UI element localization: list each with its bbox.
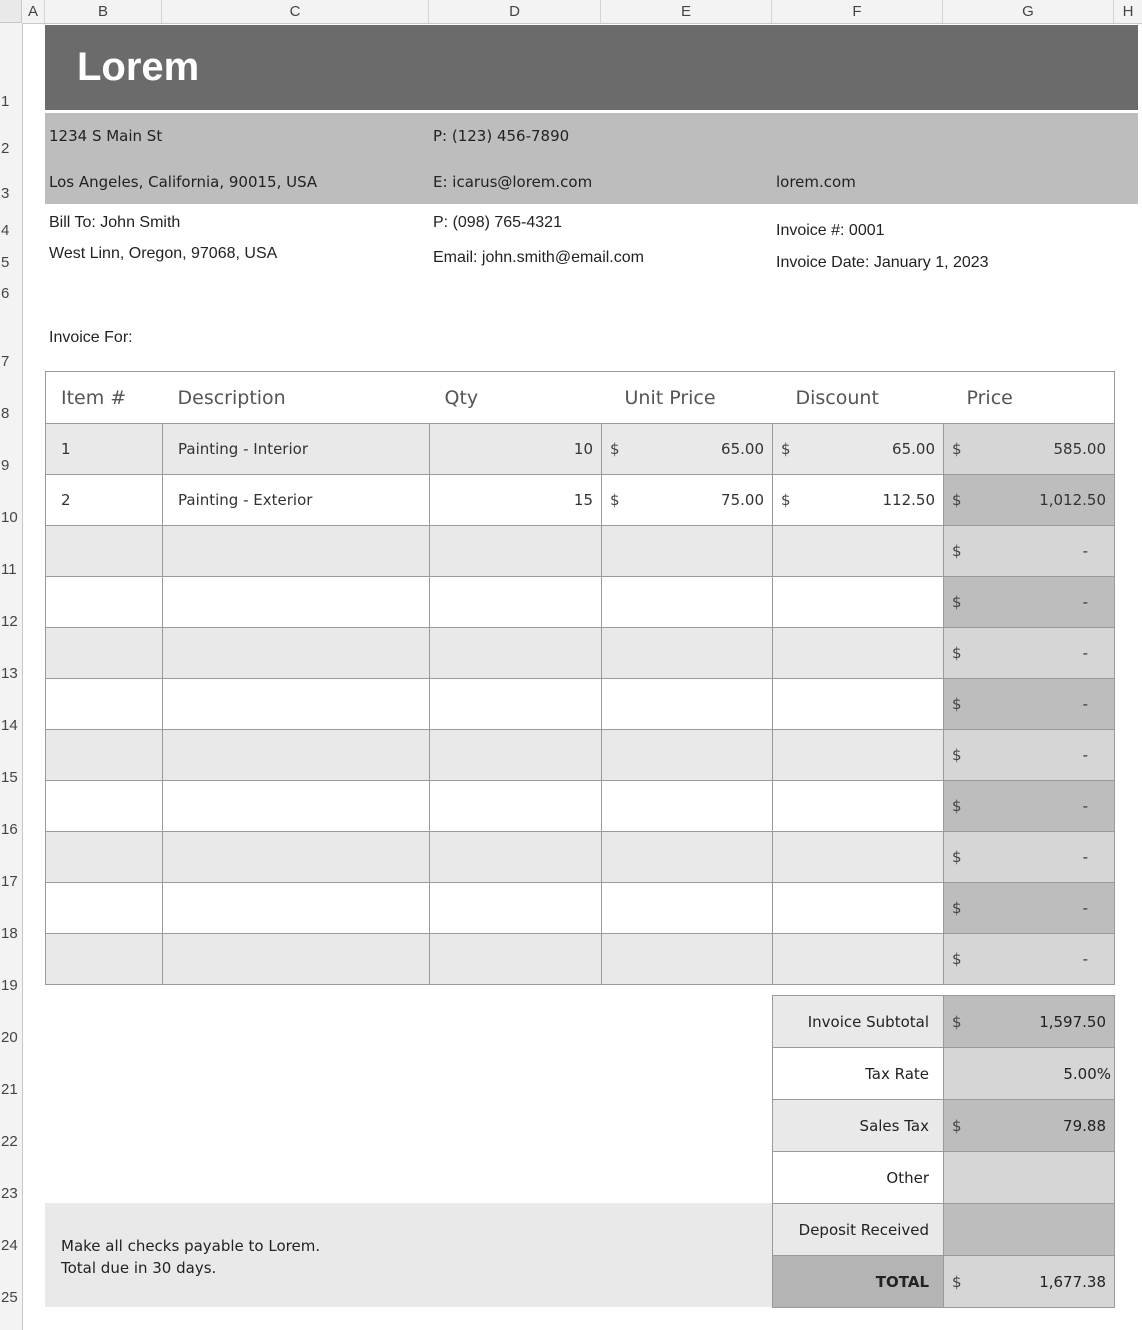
price-cell[interactable] <box>944 526 1115 577</box>
row-header[interactable]: 18 <box>1 925 18 942</box>
item-number-cell[interactable] <box>46 628 163 679</box>
row-header[interactable]: 23 <box>1 1185 18 1202</box>
company-website[interactable]: lorem.com <box>776 173 856 191</box>
company-banner <box>45 25 1138 110</box>
company-email[interactable]: E: icarus@lorem.com <box>433 173 593 191</box>
unit-price-cell[interactable] <box>602 832 773 883</box>
unit-price-cell[interactable] <box>602 628 773 679</box>
qty-cell[interactable] <box>430 577 602 628</box>
row-header[interactable]: 19 <box>1 977 18 994</box>
sales-tax-label[interactable]: Sales Tax <box>773 1100 944 1152</box>
unit-price-cell[interactable] <box>602 934 773 985</box>
column-header-bar <box>0 0 1142 24</box>
subtotal-value: 1,597.50 <box>1039 1012 1106 1031</box>
column-header-a[interactable]: A <box>22 0 45 23</box>
row-header[interactable]: 6 <box>1 285 10 302</box>
currency-symbol: $ <box>952 491 962 509</box>
table-row <box>46 424 1115 475</box>
total-cell[interactable] <box>944 1256 1115 1308</box>
row-header[interactable]: 11 <box>1 561 17 578</box>
subtotal-label[interactable]: Invoice Subtotal <box>773 996 944 1048</box>
currency-symbol: $ <box>952 593 962 611</box>
row-header[interactable]: 5 <box>1 254 10 271</box>
price-cell[interactable] <box>944 475 1115 526</box>
table-row <box>46 475 1115 526</box>
unit-price-cell[interactable] <box>602 577 773 628</box>
item-number-cell[interactable] <box>46 730 163 781</box>
sales-tax-row <box>773 1100 1115 1152</box>
other-label[interactable]: Other <box>773 1152 944 1204</box>
description-cell[interactable] <box>163 781 430 832</box>
price-empty-dash: - <box>1082 593 1088 611</box>
table-row <box>46 679 1115 730</box>
unit-price-value: 65.00 <box>721 440 764 458</box>
total-label[interactable]: TOTAL <box>773 1256 944 1308</box>
currency-symbol: $ <box>952 695 962 713</box>
tax-rate-label[interactable]: Tax Rate <box>773 1048 944 1100</box>
discount-cell[interactable] <box>773 679 944 730</box>
table-header-row <box>46 372 1115 424</box>
company-name[interactable]: Lorem <box>77 45 200 89</box>
invoice-for-label[interactable]: Invoice For: <box>49 329 133 346</box>
discount-cell[interactable] <box>773 475 944 526</box>
row-header[interactable]: 4 <box>1 222 10 239</box>
currency-symbol: $ <box>952 950 962 968</box>
qty-cell[interactable] <box>430 934 602 985</box>
description-cell[interactable] <box>163 832 430 883</box>
bill-to-email[interactable]: Email: john.smith@email.com <box>433 249 644 266</box>
table-row <box>46 781 1115 832</box>
row-header[interactable]: 10 <box>1 509 18 526</box>
description-cell[interactable] <box>163 577 430 628</box>
description-cell[interactable] <box>163 883 430 934</box>
totals-table <box>772 995 1115 1308</box>
qty-cell[interactable] <box>430 730 602 781</box>
item-number-cell[interactable] <box>46 526 163 577</box>
unit-price-cell[interactable] <box>602 883 773 934</box>
discount-cell[interactable] <box>773 781 944 832</box>
row-header[interactable]: 25 <box>1 1289 18 1306</box>
column-header-e[interactable]: E <box>601 0 772 23</box>
currency-symbol: $ <box>952 440 962 458</box>
row-header[interactable]: 20 <box>1 1029 18 1046</box>
discount-cell[interactable] <box>773 832 944 883</box>
header-price[interactable]: Price <box>944 372 1115 424</box>
bill-to-phone[interactable]: P: (098) 765-4321 <box>433 214 562 231</box>
price-empty-dash: - <box>1082 542 1088 560</box>
item-number-cell[interactable]: 2 <box>46 475 163 526</box>
discount-cell[interactable] <box>773 730 944 781</box>
discount-cell[interactable] <box>773 628 944 679</box>
column-header-f[interactable]: F <box>772 0 943 23</box>
price-empty-dash: - <box>1082 797 1088 815</box>
item-number-cell[interactable]: 1 <box>46 424 163 475</box>
company-address-line1[interactable]: 1234 S Main St <box>49 127 163 145</box>
deposit-received-value[interactable] <box>944 1204 1115 1256</box>
description-cell[interactable]: Painting - Interior <box>163 424 430 475</box>
discount-cell[interactable] <box>773 424 944 475</box>
row-header[interactable]: 14 <box>1 717 18 734</box>
price-cell[interactable] <box>944 577 1115 628</box>
price-cell[interactable] <box>944 424 1115 475</box>
payment-note-line1: Make all checks payable to Lorem. <box>61 1237 321 1255</box>
discount-cell[interactable] <box>773 883 944 934</box>
row-header[interactable]: 15 <box>1 769 18 786</box>
table-row <box>46 934 1115 985</box>
item-number-cell[interactable] <box>46 934 163 985</box>
description-cell[interactable]: Painting - Exterior <box>163 475 430 526</box>
discount-value: 65.00 <box>892 440 935 458</box>
subtotal-row <box>773 996 1115 1048</box>
company-phone[interactable]: P: (123) 456-7890 <box>433 127 570 145</box>
row-header[interactable]: 22 <box>1 1133 18 1150</box>
qty-cell[interactable] <box>430 679 602 730</box>
currency-symbol: $ <box>952 644 962 662</box>
total-value: 1,677.38 <box>1039 1272 1106 1291</box>
discount-cell[interactable] <box>773 934 944 985</box>
price-value: 1,012.50 <box>1039 491 1106 509</box>
row-header[interactable]: 24 <box>1 1237 18 1254</box>
currency-symbol: $ <box>952 1116 962 1135</box>
item-number-cell[interactable] <box>46 781 163 832</box>
discount-value: 112.50 <box>882 491 935 509</box>
currency-symbol: $ <box>781 440 791 458</box>
unit-price-cell[interactable] <box>602 526 773 577</box>
invoice-number[interactable]: Invoice #: 0001 <box>776 222 885 239</box>
unit-price-cell[interactable] <box>602 781 773 832</box>
price-empty-dash: - <box>1082 848 1088 866</box>
table-row <box>46 628 1115 679</box>
price-cell[interactable] <box>944 781 1115 832</box>
header-qty[interactable]: Qty <box>430 372 602 424</box>
other-row <box>773 1152 1115 1204</box>
currency-symbol: $ <box>781 491 791 509</box>
header-discount[interactable]: Discount <box>773 372 944 424</box>
column-header-h[interactable]: H <box>1122 3 1134 20</box>
row-header[interactable]: 7 <box>1 353 10 370</box>
row-header[interactable]: 13 <box>1 665 18 682</box>
header-description[interactable]: Description <box>163 372 430 424</box>
price-cell[interactable] <box>944 679 1115 730</box>
currency-symbol: $ <box>952 848 962 866</box>
qty-cell[interactable] <box>430 781 602 832</box>
description-cell[interactable] <box>163 730 430 781</box>
table-row <box>46 730 1115 781</box>
currency-symbol: $ <box>610 440 620 458</box>
qty-cell[interactable] <box>430 832 602 883</box>
tax-rate-row <box>773 1048 1115 1100</box>
unit-price-cell[interactable] <box>602 730 773 781</box>
bill-to-name[interactable]: Bill To: John Smith <box>49 214 181 231</box>
item-number-cell[interactable] <box>46 577 163 628</box>
price-empty-dash: - <box>1082 644 1088 662</box>
tax-rate-value[interactable]: 5.00% <box>944 1048 1115 1100</box>
currency-symbol: $ <box>952 542 962 560</box>
discount-cell[interactable] <box>773 577 944 628</box>
sales-tax-cell[interactable] <box>944 1100 1115 1152</box>
deposit-row <box>773 1204 1115 1256</box>
table-row <box>46 883 1115 934</box>
item-number-cell[interactable] <box>46 883 163 934</box>
unit-price-cell[interactable] <box>602 424 773 475</box>
price-cell[interactable] <box>944 730 1115 781</box>
price-cell[interactable] <box>944 934 1115 985</box>
price-value: 585.00 <box>1053 440 1106 458</box>
table-row <box>46 526 1115 577</box>
description-cell[interactable] <box>163 934 430 985</box>
price-cell[interactable] <box>944 628 1115 679</box>
price-cell[interactable] <box>944 883 1115 934</box>
column-header-c[interactable]: C <box>162 0 429 23</box>
payment-notes[interactable] <box>45 1203 772 1307</box>
discount-cell[interactable] <box>773 526 944 577</box>
currency-symbol: $ <box>952 1272 962 1291</box>
qty-cell[interactable]: 10 <box>430 424 602 475</box>
column-header-b[interactable]: B <box>45 0 162 23</box>
currency-symbol: $ <box>952 797 962 815</box>
row-header[interactable]: 16 <box>1 821 18 838</box>
select-all-corner[interactable] <box>0 0 22 23</box>
deposit-received-label[interactable]: Deposit Received <box>773 1204 944 1256</box>
description-cell[interactable] <box>163 679 430 730</box>
row-header[interactable]: 17 <box>1 873 18 890</box>
row-header[interactable]: 21 <box>1 1081 18 1098</box>
price-empty-dash: - <box>1082 899 1088 917</box>
price-empty-dash: - <box>1082 695 1088 713</box>
invoice-date[interactable]: Invoice Date: January 1, 2023 <box>776 254 989 271</box>
column-header-g[interactable]: G <box>943 0 1114 23</box>
qty-cell[interactable]: 15 <box>430 475 602 526</box>
unit-price-cell[interactable] <box>602 475 773 526</box>
item-number-cell[interactable] <box>46 832 163 883</box>
price-empty-dash: - <box>1082 746 1088 764</box>
description-cell[interactable] <box>163 526 430 577</box>
currency-symbol: $ <box>952 899 962 917</box>
row-header[interactable]: 9 <box>1 457 10 474</box>
qty-cell[interactable] <box>430 526 602 577</box>
row-header[interactable]: 2 <box>1 140 10 157</box>
currency-symbol: $ <box>610 491 620 509</box>
price-empty-dash: - <box>1082 950 1088 968</box>
table-row <box>46 832 1115 883</box>
description-cell[interactable] <box>163 628 430 679</box>
qty-cell[interactable] <box>430 883 602 934</box>
subtotal-cell[interactable] <box>944 996 1115 1048</box>
unit-price-value: 75.00 <box>721 491 764 509</box>
header-unit-price[interactable]: Unit Price <box>602 372 773 424</box>
currency-symbol: $ <box>952 1012 962 1031</box>
row-header[interactable]: 12 <box>1 613 18 630</box>
bill-to-address[interactable]: West Linn, Oregon, 97068, USA <box>49 245 278 262</box>
row-header-bar <box>0 23 23 1330</box>
row-header[interactable]: 8 <box>1 405 10 422</box>
currency-symbol: $ <box>952 746 962 764</box>
line-items-table <box>45 371 1115 985</box>
item-number-cell[interactable] <box>46 679 163 730</box>
payment-note-line2: Total due in 30 days. <box>61 1259 217 1277</box>
column-header-d[interactable]: D <box>429 0 601 23</box>
company-address-line2[interactable]: Los Angeles, California, 90015, USA <box>49 173 318 191</box>
sales-tax-value: 79.88 <box>1063 1116 1106 1135</box>
other-value[interactable] <box>944 1152 1115 1204</box>
table-row <box>46 577 1115 628</box>
row-header[interactable]: 3 <box>1 185 10 202</box>
total-row <box>773 1256 1115 1308</box>
qty-cell[interactable] <box>430 628 602 679</box>
row-header[interactable]: 1 <box>1 93 10 110</box>
price-cell[interactable] <box>944 832 1115 883</box>
header-item-number[interactable]: Item # <box>46 372 163 424</box>
unit-price-cell[interactable] <box>602 679 773 730</box>
